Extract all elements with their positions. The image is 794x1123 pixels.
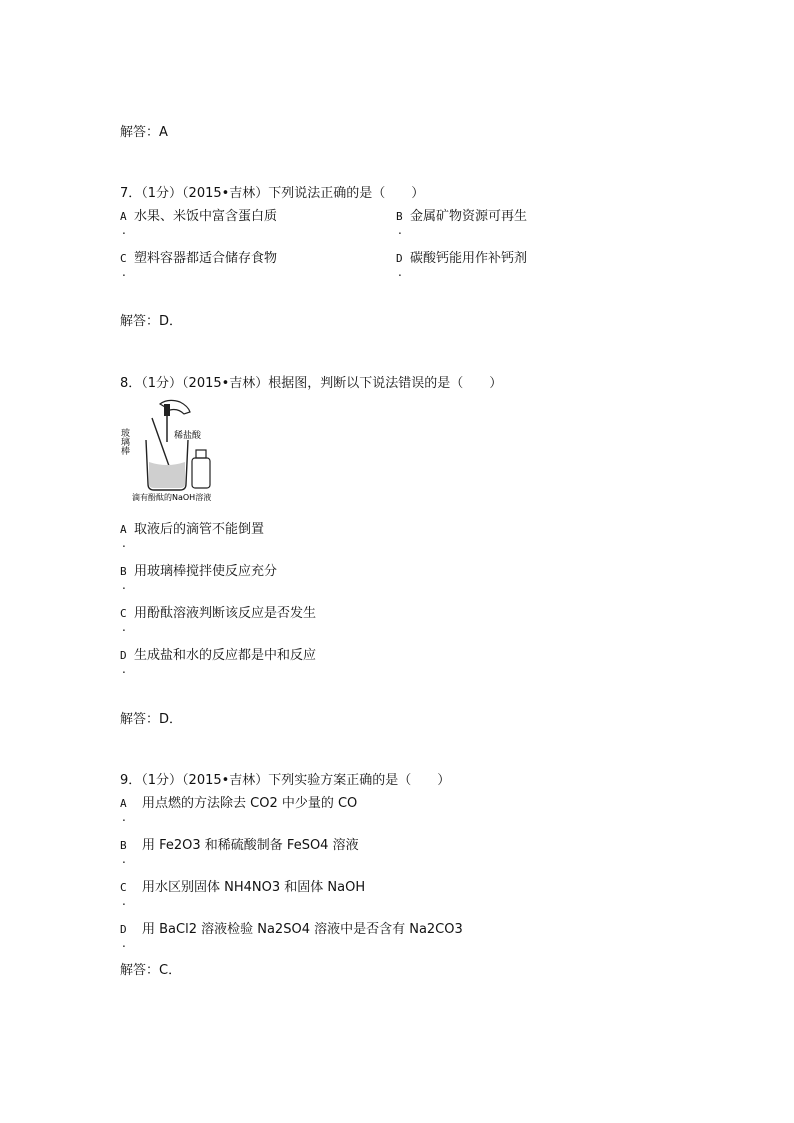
q9-answer: 解答：C． bbox=[120, 963, 182, 978]
q8-option-b bbox=[120, 560, 277, 579]
q8-answer: 解答：D． bbox=[120, 712, 183, 727]
option-text: 用酚酞溶液判断该反应是否发生 bbox=[134, 606, 317, 621]
option-letter: B bbox=[120, 565, 127, 578]
option-letter: A bbox=[120, 210, 127, 223]
q6-answer: 解答：A bbox=[120, 125, 168, 140]
option-dot: . bbox=[122, 620, 126, 634]
option-letter: A bbox=[120, 523, 127, 536]
option-text: 用水区别固体 NH4NO3 和固体 NaOH bbox=[142, 880, 366, 895]
option-text: 取液后的滴管不能倒置 bbox=[134, 522, 265, 537]
option-dot: . bbox=[122, 223, 126, 237]
q8-option-d bbox=[120, 644, 316, 663]
option-letter: D bbox=[120, 923, 127, 936]
q8-option-c bbox=[120, 602, 316, 621]
q8-stem: 8．（1分）（2015•吉林）根据图，判断以下说法错误的是（ ） bbox=[120, 376, 503, 391]
option-text: 用点燃的方法除去 CO2 中少量的 CO bbox=[142, 796, 358, 811]
option-text: 用 Fe2O3 和稀硫酸制备 FeSO4 溶液 bbox=[142, 838, 359, 853]
option-dot: . bbox=[122, 662, 126, 676]
option-letter: D bbox=[120, 649, 127, 662]
option-dot: . bbox=[122, 936, 126, 950]
q8-option-a bbox=[120, 518, 264, 537]
q9-option-a bbox=[120, 792, 357, 811]
option-text: 用 BaCl2 溶液检验 Na2SO4 溶液中是否含有 Na2CO3 bbox=[142, 922, 463, 937]
q7-option-d bbox=[396, 247, 527, 266]
option-dot: . bbox=[398, 265, 402, 279]
option-letter: D bbox=[396, 252, 403, 265]
option-text: 塑料容器都适合储存食物 bbox=[134, 251, 278, 266]
option-text: 水果、米饭中富含蛋白质 bbox=[134, 209, 278, 224]
option-dot: . bbox=[122, 852, 126, 866]
option-text: 碳酸钙能用作补钙剂 bbox=[410, 251, 528, 266]
option-dot: . bbox=[122, 810, 126, 824]
q9-stem: 9．（1分）（2015•吉林）下列实验方案正确的是（ ） bbox=[120, 773, 451, 788]
option-text: 金属矿物资源可再生 bbox=[410, 209, 528, 224]
option-letter: C bbox=[120, 252, 127, 265]
q9-option-b bbox=[120, 834, 359, 853]
option-dot: . bbox=[398, 223, 402, 237]
beaker-dropper-illustration bbox=[119, 398, 226, 504]
option-text: 生成盐和水的反应都是中和反应 bbox=[134, 648, 317, 663]
q9-option-c bbox=[120, 876, 365, 895]
option-letter: B bbox=[396, 210, 403, 223]
experiment-figure bbox=[119, 398, 226, 504]
q7-option-c bbox=[120, 247, 277, 266]
q9-option-d bbox=[120, 918, 463, 937]
rod-label: 玻璃棒 bbox=[119, 428, 129, 455]
option-letter: A bbox=[120, 797, 127, 810]
q7-option-b bbox=[396, 205, 527, 224]
option-dot: . bbox=[122, 894, 126, 908]
option-dot: . bbox=[122, 536, 126, 550]
solution-label: 滴有酚酞的NaOH溶液 bbox=[132, 493, 212, 502]
option-dot: . bbox=[122, 265, 126, 279]
option-letter: C bbox=[120, 881, 127, 894]
q7-stem: 7．（1分）（2015•吉林）下列说法正确的是（ ） bbox=[120, 186, 425, 201]
q7-option-a bbox=[120, 205, 277, 224]
acid-label: 稀盐酸 bbox=[174, 431, 202, 441]
option-letter: B bbox=[120, 839, 127, 852]
option-letter: C bbox=[120, 607, 127, 620]
option-dot: . bbox=[122, 578, 126, 592]
q7-answer: 解答：D． bbox=[120, 314, 183, 329]
option-text: 用玻璃棒搅拌使反应充分 bbox=[134, 564, 278, 579]
